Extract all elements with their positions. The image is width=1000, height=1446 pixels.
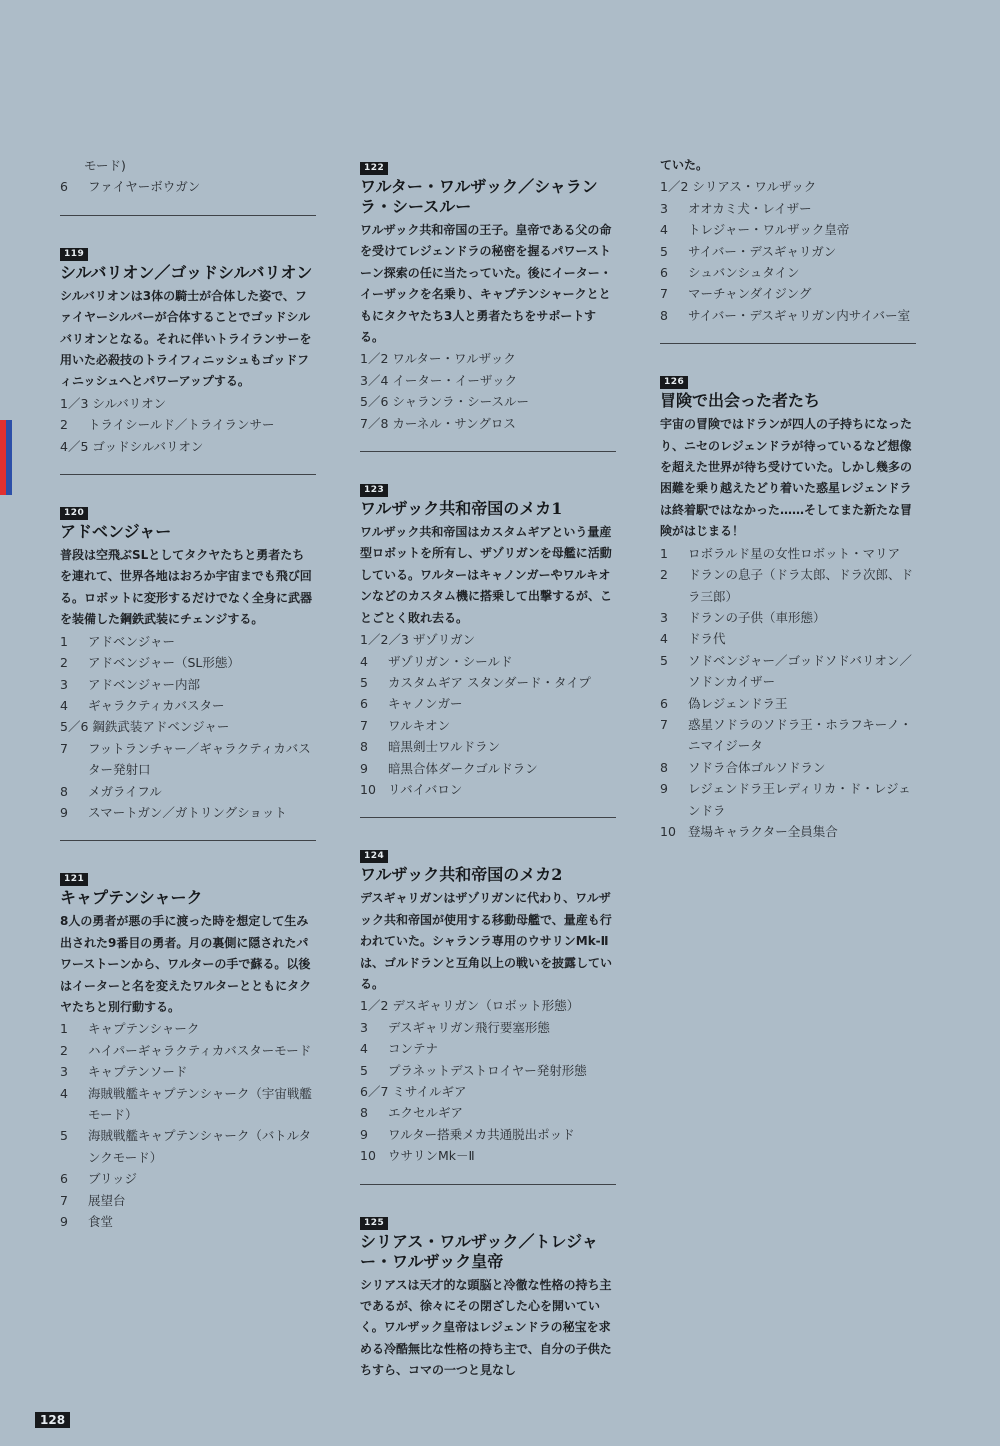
item-list (660, 543, 916, 843)
list-item: 10 登場キャラクター全員集合 (660, 823, 838, 839)
section-title: ワルザック共和帝国のメカ1 (360, 499, 563, 519)
section-title: アドベンジャー (60, 522, 172, 542)
list-item: 9 レジェンドラ王レディリカ・ド・レジェンドラ (660, 781, 911, 818)
item-list (60, 393, 316, 457)
section-divider (60, 215, 316, 216)
section-description: ワルザック共和帝国はカスタムギアという量産型ロボットを所有し、ザゾリガンを母艦に活動している。ワルターはキャノンガーやワルキオンなどのカスタム機に搭乗して出撃するが、ことごとく敗れ去る。 (360, 525, 613, 625)
list-item: 7 ワルキオン (360, 717, 451, 733)
item-list (60, 1018, 316, 1232)
item-list (360, 629, 616, 800)
list-item: 6 ブリッジ (60, 1171, 138, 1187)
section-divider (360, 817, 616, 818)
list-item: 2 ハイパーギャラクティカバスターモード (60, 1042, 312, 1058)
item-list (360, 995, 616, 1166)
item-list (360, 348, 616, 434)
list-item: 5 サイバー・デスギャリガン (660, 243, 837, 259)
section-125-continued (660, 155, 916, 326)
list-item: 6 偽レジェンドラ王 (660, 695, 788, 711)
edge-index-tab (0, 420, 12, 495)
list-item: 9 ワルター搭乗メカ共通脱出ポッド (360, 1126, 575, 1142)
list-item: 3 ドランの子供（車形態） (660, 609, 826, 625)
list-item: 1／3 シルバリオン (60, 395, 167, 411)
section-divider (60, 474, 316, 475)
list-item: 3／4 イーター・イーザック (360, 372, 518, 388)
section-title: シリアス・ワルザック／トレジャー・ワルザック皇帝 (360, 1231, 598, 1271)
list-item: 10 ウサリンMk－Ⅱ (360, 1148, 475, 1164)
list-item: 3 オオカミ犬・レイザー (660, 200, 812, 216)
continued-text: モード) (84, 158, 126, 173)
section-number-badge: 125 (360, 1217, 388, 1230)
list-item: 6／7 ミサイルギア (360, 1084, 467, 1099)
column-1 (60, 155, 316, 1232)
section-124 (360, 843, 616, 1166)
section-number-badge: 126 (660, 376, 688, 389)
item-list (660, 176, 916, 326)
section-title: キャプテンシャーク (60, 888, 203, 908)
section-121 (60, 866, 316, 1232)
section-123 (360, 477, 616, 800)
list-item: 8 サイバー・デスギャリガン内サイバー室 (660, 307, 911, 323)
section-125 (360, 1210, 616, 1382)
list-item: 8 ソドラ合体ゴルソドラン (660, 759, 826, 775)
list-item: 9 食堂 (60, 1214, 114, 1230)
section-description: シルバリオンは3体の騎士が合体した姿で、ファイヤーシルバーが合体することでゴッドシルバリオンとなる。それに伴いトライランサーを用いた必殺技のトライフィニッシュもゴッドフィニッシュへとパワーアップする。 (60, 288, 312, 389)
list-item: 8 エクセルギア (360, 1105, 464, 1121)
section-divider (60, 840, 316, 841)
list-item: 2 トライシールド／トライランサー (60, 417, 275, 433)
section-number-badge: 123 (360, 484, 388, 497)
list-item: 6 シュバンシュタイン (660, 265, 800, 281)
list-item: 1 ロボラルド星の女性ロボット・マリア (660, 545, 901, 561)
list-item: 4 海賊戦艦キャプテンシャーク（宇宙戦艦モード） (60, 1085, 312, 1122)
list-item: 6 ファイヤーボウガン (60, 179, 201, 195)
list-item: 1 アドベンジャー (60, 633, 175, 649)
page-number: 128 (35, 1412, 70, 1428)
section-description: 8人の勇者が悪の手に渡った時を想定して生み出された9番目の勇者。月の裏側に隠されたパワーストーンから、ワルターの手で蘇る。以後はイーターと名を変えたワルターとともにタクヤたちと別行動する。 (60, 914, 312, 1014)
list-item: 9 スマートガン／ガトリングショット (60, 804, 287, 820)
section-number-badge: 121 (60, 873, 88, 886)
section-title: ワルザック共和帝国のメカ2 (360, 865, 563, 885)
column-2 (360, 155, 616, 1382)
section-divider (360, 1184, 616, 1185)
list-item: 3 デスギャリガン飛行要塞形態 (360, 1019, 550, 1035)
list-item: 7 マーチャンダイジング (660, 286, 812, 302)
section-number-badge: 124 (360, 850, 388, 863)
section-description: ワルザック共和帝国の王子。皇帝である父の命を受けてレジェンドラの秘密を握るパワーストーン探索の任に当たっていた。後にイーター・イーザックを名乗り、キャプテンシャークとともにタクヤたち3人と勇者たちをサポートする。 (360, 223, 612, 345)
list-item: 9 暗黒合体ダークゴルドラン (360, 760, 538, 776)
section-number-badge: 120 (60, 507, 88, 520)
list-item: 1／2／3 ザゾリガン (360, 632, 476, 648)
item-list (60, 631, 316, 824)
list-item: 5 プラネットデストロイヤー発射形態 (360, 1062, 587, 1078)
list-item: 8 メガライフル (60, 783, 162, 799)
list-item: 8 暗黒剣士ワルドラン (360, 739, 501, 755)
section-description: デスギャリガンはザゾリガンに代わり、ワルザック共和帝国が使用する移動母艦で、量産も行われていた。シャランラ専用のウサリンMk-Ⅱは、ゴルドランと互角以上の戦いを披露している。 (360, 891, 613, 991)
list-item: 4／5 ゴッドシルバリオン (60, 438, 204, 454)
list-item: 4 コンテナ (360, 1041, 439, 1057)
section-number-badge: 119 (60, 248, 88, 261)
list-item: 7 フットランチャー／ギャラクティカバスター発射口 (60, 740, 311, 778)
section-divider (360, 451, 616, 452)
section-122 (360, 155, 616, 434)
section-120 (60, 500, 316, 823)
list-item: 1／2 シリアス・ワルザック (660, 179, 817, 195)
list-item: 4 トレジャー・ワルザック皇帝 (660, 222, 850, 238)
section-description: シリアスは天才的な頭脳と冷徹な性格の持ち主であるが、徐々にその閉ざした心を開いていく。ワルザック皇帝はレジェンドラの秘宝を求める冷酷無比な性格の持ち主で、自分の子供たちすら、コマの一つと見なし (360, 1277, 612, 1378)
section-title: ワルター・ワルザック／シャランラ・シースルー (360, 177, 598, 216)
list-item: 2 アドベンジャー（SL形態） (60, 655, 240, 671)
list-item: 2 ドランの息子（ドラ太郎、ドラ次郎、ドラ三郎） (660, 567, 914, 604)
list-item: 4 ザゾリガン・シールド (360, 653, 513, 669)
list-item: 4 ギャラクティカバスター (60, 697, 225, 713)
list-item: 1／2 デスギャリガン（ロボット形態） (360, 998, 580, 1014)
section-126 (660, 369, 916, 842)
column-3 (660, 155, 916, 842)
section-divider (660, 343, 916, 344)
list-item: 7 展望台 (60, 1192, 126, 1208)
list-item: 5 ソドベンジャー／ゴッドソドバリオン／ソドンカイザー (660, 652, 912, 690)
list-item: 5／6 鋼鉄武装アドベンジャー (60, 719, 230, 735)
list-item: 4 ドラ代 (660, 631, 726, 647)
list-item: 5 海賊戦艦キャプテンシャーク（バトルタンクモード） (60, 1128, 312, 1165)
list-item: 10 リバイバロン (360, 781, 463, 797)
continued-item-list (60, 176, 316, 197)
section-description: 普段は空飛ぶSLとしてタクヤたちと勇者たちを連れて、世界各地はおろか宇宙までも飛び回る。ロボットに変形するだけでなく全身に武器を装備した鋼鉄武装にチェンジする。 (60, 548, 313, 627)
list-item: 7 惑星ソドラのソドラ王・ホラフキーノ・ニマイジータ (660, 716, 913, 754)
edge-tab-blue (6, 420, 12, 495)
section-119 (60, 241, 316, 457)
list-item: 5 カスタムギア スタンダード・タイプ (360, 674, 591, 690)
list-item: 1／2 ワルター・ワルザック (360, 351, 516, 367)
continued-description: ていた。 (660, 158, 709, 172)
list-item: 1 キャプテンシャーク (60, 1021, 200, 1037)
list-item: 3 キャプテンソード (60, 1064, 188, 1080)
section-title: シルバリオン／ゴッドシルバリオン (60, 262, 313, 282)
section-title: 冒険で出会った者たち (660, 391, 821, 411)
section-number-badge: 122 (360, 162, 388, 175)
section-description: 宇宙の冒険ではドランが四人の子持ちになったり、ニセのレジェンドラが待っているなど想像を超えた世界が待ち受けていた。しかし幾多の困難を乗り越えたどり着いた惑星レジェンドラは終着駅ではなかった……そしてまた新たな冒険がはじまる！ (660, 417, 913, 539)
list-item: 6 キャノンガー (360, 696, 463, 712)
list-item: 7／8 カーネル・サングロス (360, 415, 516, 431)
list-item: 3 アドベンジャー内部 (60, 676, 200, 692)
list-item: 5／6 シャランラ・シースルー (360, 394, 530, 410)
